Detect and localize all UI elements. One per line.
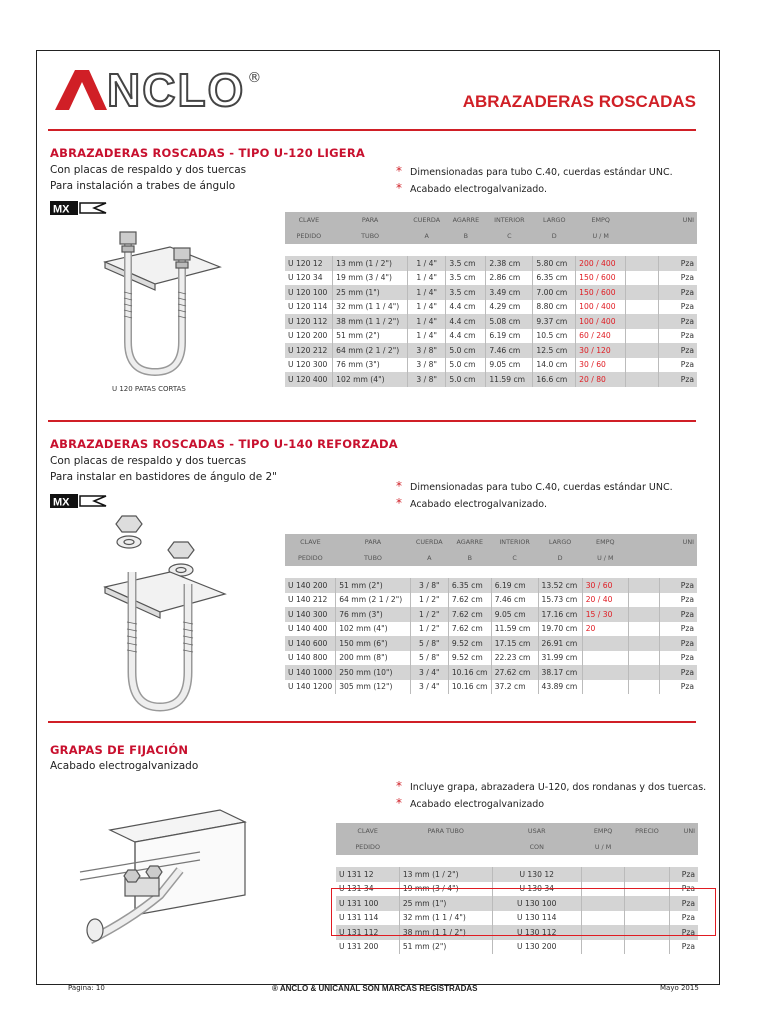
column-header: LARGO (533, 212, 576, 228)
table-cell: U 130 34 (492, 882, 581, 897)
table-cell (628, 680, 660, 695)
column-header (399, 839, 492, 855)
column-header: B (448, 550, 491, 566)
svg-text:MX: MX (53, 203, 70, 215)
table-cell: U 120 112 (285, 314, 333, 329)
table-cell: 6.19 cm (486, 329, 533, 344)
table-cell: U 130 112 (492, 925, 581, 940)
divider (48, 129, 696, 131)
table-cell: 20 / 80 (576, 372, 626, 387)
table-cell: 43.89 cm (538, 680, 582, 695)
table-cell (628, 622, 660, 637)
column-header: UNI (660, 534, 697, 550)
table-cell: 17.15 cm (491, 636, 538, 651)
column-header: PEDIDO (285, 228, 333, 244)
bullet-list (396, 479, 673, 513)
column-header (628, 550, 660, 566)
table-row (285, 285, 697, 300)
table-cell: 1 / 4" (407, 300, 445, 315)
column-header: UNI (669, 823, 698, 839)
table-cell: Pza (659, 256, 697, 271)
table-cell: U 130 100 (492, 896, 581, 911)
table-cell: 64 mm (2 1 / 2") (336, 593, 411, 608)
table-cell: 30 / 60 (582, 578, 628, 593)
spec-table-u140 (285, 534, 697, 694)
table-cell (628, 636, 660, 651)
table-cell: 9.52 cm (448, 636, 491, 651)
table-header-row (336, 839, 698, 855)
mx-flag-icon (50, 494, 108, 508)
table-cell: 3 / 8" (410, 578, 448, 593)
table-cell: 13 mm (1 / 2") (399, 867, 492, 882)
table-cell: Pza (660, 593, 697, 608)
table-cell: U 140 1200 (285, 680, 336, 695)
column-header (625, 839, 669, 855)
section-line: Con placas de respaldo y dos tuercas (50, 164, 247, 176)
table-header-row (285, 228, 697, 244)
column-header: EMPQ (582, 534, 628, 550)
anclo-logo (55, 64, 262, 116)
table-cell: U 120 300 (285, 358, 333, 373)
table-cell: Pza (660, 578, 697, 593)
column-header (626, 228, 659, 244)
table-cell: 4.4 cm (446, 314, 486, 329)
table-cell: 19.70 cm (538, 622, 582, 637)
table-cell: Pza (660, 607, 697, 622)
date: Mayo 2015 (660, 984, 699, 992)
clamp-assembly-image (70, 800, 250, 950)
column-header: AGARRE (448, 534, 491, 550)
table-cell: 150 mm (6") (336, 636, 411, 651)
table-cell: U 140 400 (285, 622, 336, 637)
table-cell: 38 mm (1 1 / 2") (399, 925, 492, 940)
table-header-row (336, 823, 698, 839)
column-header: INTERIOR (486, 212, 533, 228)
column-header: U / M (576, 228, 626, 244)
trademark-notice: ® ANCLO & UNICANAL SON MARCAS REGISTRADAS (272, 984, 478, 993)
table-cell: U 140 1000 (285, 665, 336, 680)
table-cell: 4.4 cm (446, 300, 486, 315)
section-line: Acabado electrogalvanizado (50, 760, 199, 772)
column-header: TUBO (333, 228, 408, 244)
table-cell: 51 mm (2") (333, 329, 408, 344)
column-header: PEDIDO (285, 550, 336, 566)
table-cell (626, 271, 659, 286)
table-row (285, 343, 697, 358)
table-header-row (285, 534, 697, 550)
table-cell (582, 665, 628, 680)
table-cell: Pza (659, 358, 697, 373)
table-cell: 60 / 240 (576, 329, 626, 344)
table-cell: 3.5 cm (446, 256, 486, 271)
table-cell: U 120 400 (285, 372, 333, 387)
table-row (285, 680, 697, 695)
table-cell (625, 940, 669, 955)
table-cell: Pza (660, 622, 697, 637)
table-row (285, 329, 697, 344)
table-header-row (285, 550, 697, 566)
table-cell: Pza (669, 896, 698, 911)
column-header: CLAVE (285, 212, 333, 228)
table-cell: 7.46 cm (491, 593, 538, 608)
section-line: Con placas de respaldo y dos tuercas (50, 455, 247, 467)
bullet-item: * Acabado electrogalvanizado (396, 796, 545, 810)
table-cell: Pza (659, 271, 697, 286)
table-cell: 76 mm (3") (333, 358, 408, 373)
table-cell: 5 / 8" (410, 651, 448, 666)
table-row (285, 665, 697, 680)
table-cell: 9.05 cm (491, 607, 538, 622)
table-row (285, 300, 697, 315)
column-header: CLAVE (285, 534, 336, 550)
table-row (336, 867, 698, 882)
table-cell: 10.5 cm (533, 329, 576, 344)
table-cell: 9.37 cm (533, 314, 576, 329)
bullet-list (396, 779, 706, 813)
table-cell: 2.86 cm (486, 271, 533, 286)
table-cell: 10.16 cm (448, 665, 491, 680)
table-row (285, 358, 697, 373)
column-header: USAR (492, 823, 581, 839)
table-cell: 1 / 2" (410, 593, 448, 608)
column-header: AGARRE (446, 212, 486, 228)
table-cell: Pza (660, 680, 697, 695)
table-cell: U 140 200 (285, 578, 336, 593)
u-bolt-u120-image (100, 222, 225, 382)
column-header (659, 228, 697, 244)
table-cell: U 130 12 (492, 867, 581, 882)
table-cell: 32 mm (1 1 / 4") (333, 300, 408, 315)
table-cell: 5 / 8" (410, 636, 448, 651)
table-cell: 3 / 4" (410, 680, 448, 695)
column-header: PARA (336, 534, 411, 550)
table-cell: 1 / 4" (407, 314, 445, 329)
column-header (660, 550, 697, 566)
section-title: GRAPAS DE FIJACIÓN (50, 743, 189, 757)
table-cell: 38.17 cm (538, 665, 582, 680)
table-cell: Pza (669, 925, 698, 940)
table-cell (625, 867, 669, 882)
table-cell: U 131 114 (336, 911, 399, 926)
table-cell (626, 358, 659, 373)
table-cell: 150 / 600 (576, 271, 626, 286)
table-cell: U 131 12 (336, 867, 399, 882)
table-cell: 6.35 cm (533, 271, 576, 286)
table-cell (628, 578, 660, 593)
table-cell: 9.05 cm (486, 358, 533, 373)
table-cell: U 140 300 (285, 607, 336, 622)
bullet-item: * Acabado electrogalvanizado. (396, 496, 547, 510)
table-cell: 25 mm (1") (399, 896, 492, 911)
table-cell: 102 mm (4") (336, 622, 411, 637)
table-cell (626, 285, 659, 300)
column-header: EMPQ (576, 212, 626, 228)
column-header: D (538, 550, 582, 566)
table-cell: 100 / 400 (576, 300, 626, 315)
table-cell: 8.80 cm (533, 300, 576, 315)
column-header: PRECIO (625, 823, 669, 839)
bullet-item: * Dimensionadas para tubo C.40, cuerdas estándar UNC. (396, 479, 673, 493)
table-cell: 20 / 40 (582, 593, 628, 608)
logo-a-icon (55, 70, 107, 110)
table-cell: 5.0 cm (446, 372, 486, 387)
table-cell: 3 / 8" (407, 343, 445, 358)
column-header: LARGO (538, 534, 582, 550)
table-cell: 14.0 cm (533, 358, 576, 373)
table-cell: Pza (659, 343, 697, 358)
table-cell: 100 / 400 (576, 314, 626, 329)
table-cell: Pza (660, 636, 697, 651)
table-header-row (285, 212, 697, 228)
table-cell: U 120 200 (285, 329, 333, 344)
table-row (285, 607, 697, 622)
table-row (285, 256, 697, 271)
table-cell: U 120 114 (285, 300, 333, 315)
table-cell: 51 mm (2") (399, 940, 492, 955)
table-cell: 5.08 cm (486, 314, 533, 329)
table-row (285, 271, 697, 286)
table-cell: 1 / 4" (407, 285, 445, 300)
bullet-item: * Incluye grapa, abrazadera U-120, dos rondanas y dos tuercas. (396, 779, 707, 793)
table-cell: 9.52 cm (448, 651, 491, 666)
table-cell: 7.62 cm (448, 593, 491, 608)
table-cell: 3 / 8" (407, 358, 445, 373)
table-cell: 1 / 2" (410, 607, 448, 622)
table-cell: U 140 600 (285, 636, 336, 651)
table-cell (582, 651, 628, 666)
table-cell: 5.0 cm (446, 343, 486, 358)
table-cell: 1 / 4" (407, 329, 445, 344)
table-row (285, 636, 697, 651)
table-cell: 13 mm (1 / 2") (333, 256, 408, 271)
table-cell (581, 867, 625, 882)
table-cell (626, 343, 659, 358)
table-cell: Pza (669, 867, 698, 882)
table-cell (581, 940, 625, 955)
divider (48, 420, 696, 422)
column-header: U / M (581, 839, 625, 855)
table-cell: Pza (669, 940, 698, 955)
table-cell: 5.80 cm (533, 256, 576, 271)
section-line: Para instalación a trabes de ángulo (50, 180, 236, 192)
table-cell: U 140 212 (285, 593, 336, 608)
table-cell: 30 / 60 (576, 358, 626, 373)
bullet-item: * Acabado electrogalvanizado. (396, 181, 547, 195)
table-cell: 7.62 cm (448, 607, 491, 622)
table-cell: U 130 200 (492, 940, 581, 955)
table-cell: 7.62 cm (448, 622, 491, 637)
table-cell: Pza (659, 329, 697, 344)
table-cell: U 131 200 (336, 940, 399, 955)
column-header (626, 212, 659, 228)
table-cell: Pza (659, 300, 697, 315)
table-cell (626, 314, 659, 329)
table-cell: 150 / 600 (576, 285, 626, 300)
table-cell: 76 mm (3") (336, 607, 411, 622)
column-header: EMPQ (581, 823, 625, 839)
table-cell: Pza (659, 372, 697, 387)
column-header: PEDIDO (336, 839, 399, 855)
column-header: C (491, 550, 538, 566)
highlight-box (331, 888, 716, 936)
column-header: D (533, 228, 576, 244)
table-cell: 1 / 4" (407, 256, 445, 271)
logo-text: NCLO (107, 64, 246, 116)
table-cell: 3.5 cm (446, 271, 486, 286)
svg-text:MX: MX (53, 496, 70, 508)
bullet-list (396, 164, 673, 198)
table-cell: 22.23 cm (491, 651, 538, 666)
table-row (285, 651, 697, 666)
table-cell: 37.2 cm (491, 680, 538, 695)
table-row (285, 593, 697, 608)
table-cell: 102 mm (4") (333, 372, 408, 387)
table-cell: 11.59 cm (491, 622, 538, 637)
table-row (285, 372, 697, 387)
table-cell (628, 593, 660, 608)
table-cell: 7.46 cm (486, 343, 533, 358)
table-cell: Pza (659, 285, 697, 300)
spec-table-u120 (285, 212, 697, 387)
table-cell: 6.19 cm (491, 578, 538, 593)
table-cell: 30 / 120 (576, 343, 626, 358)
column-header: B (446, 228, 486, 244)
column-header: A (407, 228, 445, 244)
table-cell: 200 mm (8") (336, 651, 411, 666)
table-row (336, 940, 698, 955)
table-cell: 19 mm (3 / 4") (333, 271, 408, 286)
table-spacer (336, 855, 698, 867)
column-header: CON (492, 839, 581, 855)
section-title: ABRAZADERAS ROSCADAS - TIPO U-120 LIGERA (50, 146, 365, 160)
page-title: ABRAZADERAS ROSCADAS (462, 92, 696, 111)
logo-registered: ® (247, 70, 262, 86)
table-cell: 15.73 cm (538, 593, 582, 608)
table-cell: U 131 100 (336, 896, 399, 911)
table-cell: 3 / 8" (407, 372, 445, 387)
table-cell: U 130 114 (492, 911, 581, 926)
table-cell: 13.52 cm (538, 578, 582, 593)
table-cell: 64 mm (2 1 / 2") (333, 343, 408, 358)
table-cell: 3 / 4" (410, 665, 448, 680)
table-cell: 38 mm (1 1 / 2") (333, 314, 408, 329)
table-cell: 4.4 cm (446, 329, 486, 344)
table-cell: 200 / 400 (576, 256, 626, 271)
table-cell: U 120 34 (285, 271, 333, 286)
column-header: PARA TUBO (399, 823, 492, 839)
table-cell: U 120 12 (285, 256, 333, 271)
table-cell: 16.6 cm (533, 372, 576, 387)
table-cell: U 120 100 (285, 285, 333, 300)
table-cell: Pza (659, 314, 697, 329)
table-cell: 51 mm (2") (336, 578, 411, 593)
column-header (669, 839, 698, 855)
table-cell: U 120 212 (285, 343, 333, 358)
table-cell (628, 607, 660, 622)
table-cell: 3.5 cm (446, 285, 486, 300)
table-cell: 1 / 2" (410, 622, 448, 637)
table-cell: 15 / 30 (582, 607, 628, 622)
table-cell (626, 372, 659, 387)
table-cell (626, 329, 659, 344)
table-cell: 6.35 cm (448, 578, 491, 593)
table-cell: Pza (669, 882, 698, 897)
column-header (628, 534, 660, 550)
table-cell: Pza (660, 651, 697, 666)
column-header: CUERDA (410, 534, 448, 550)
page-number: Página: 10 (68, 984, 105, 992)
table-cell: 305 mm (12") (336, 680, 411, 695)
column-header: C (486, 228, 533, 244)
table-cell: 4.29 cm (486, 300, 533, 315)
column-header: CUERDA (407, 212, 445, 228)
bullet-item: * Dimensionadas para tubo C.40, cuerdas estándar UNC. (396, 164, 673, 178)
table-spacer (285, 244, 697, 256)
table-cell (628, 665, 660, 680)
table-cell: 12.5 cm (533, 343, 576, 358)
table-cell: 250 mm (10") (336, 665, 411, 680)
table-cell: U 140 800 (285, 651, 336, 666)
table-cell: U 131 34 (336, 882, 399, 897)
table-cell: 17.16 cm (538, 607, 582, 622)
table-cell: 1 / 4" (407, 271, 445, 286)
table-cell: 31.99 cm (538, 651, 582, 666)
column-header: U / M (582, 550, 628, 566)
table-cell: Pza (669, 911, 698, 926)
section-title: ABRAZADERAS ROSCADAS - TIPO U-140 REFORZADA (50, 437, 398, 451)
table-cell: 32 mm (1 1 / 4") (399, 911, 492, 926)
divider (48, 721, 696, 723)
table-cell: 19 mm (3 / 4") (399, 882, 492, 897)
section-line: Para instalar en bastidores de ángulo de 2" (50, 471, 278, 483)
u-bolt-u140-image (100, 512, 230, 717)
table-cell: 11.59 cm (486, 372, 533, 387)
table-cell (626, 300, 659, 315)
table-cell: 10.16 cm (448, 680, 491, 695)
table-row (285, 314, 697, 329)
table-cell: 2.38 cm (486, 256, 533, 271)
table-cell (582, 680, 628, 695)
table-row (285, 578, 697, 593)
column-header: UNI (659, 212, 697, 228)
column-header: TUBO (336, 550, 411, 566)
table-cell: 7.00 cm (533, 285, 576, 300)
table-cell: 27.62 cm (491, 665, 538, 680)
table-cell: 25 mm (1") (333, 285, 408, 300)
table-row (285, 622, 697, 637)
table-cell (582, 636, 628, 651)
table-cell (628, 651, 660, 666)
table-cell: 5.0 cm (446, 358, 486, 373)
image-caption: U 120 PATAS CORTAS (112, 385, 186, 393)
table-cell: 20 (582, 622, 628, 637)
table-spacer (285, 566, 697, 578)
column-header: A (410, 550, 448, 566)
table-cell: 26.91 cm (538, 636, 582, 651)
mx-flag-icon (50, 201, 108, 215)
table-cell: Pza (660, 665, 697, 680)
column-header: PARA (333, 212, 408, 228)
table-cell: U 131 112 (336, 925, 399, 940)
table-cell (626, 256, 659, 271)
table-cell: 3.49 cm (486, 285, 533, 300)
column-header: CLAVE (336, 823, 399, 839)
column-header: INTERIOR (491, 534, 538, 550)
